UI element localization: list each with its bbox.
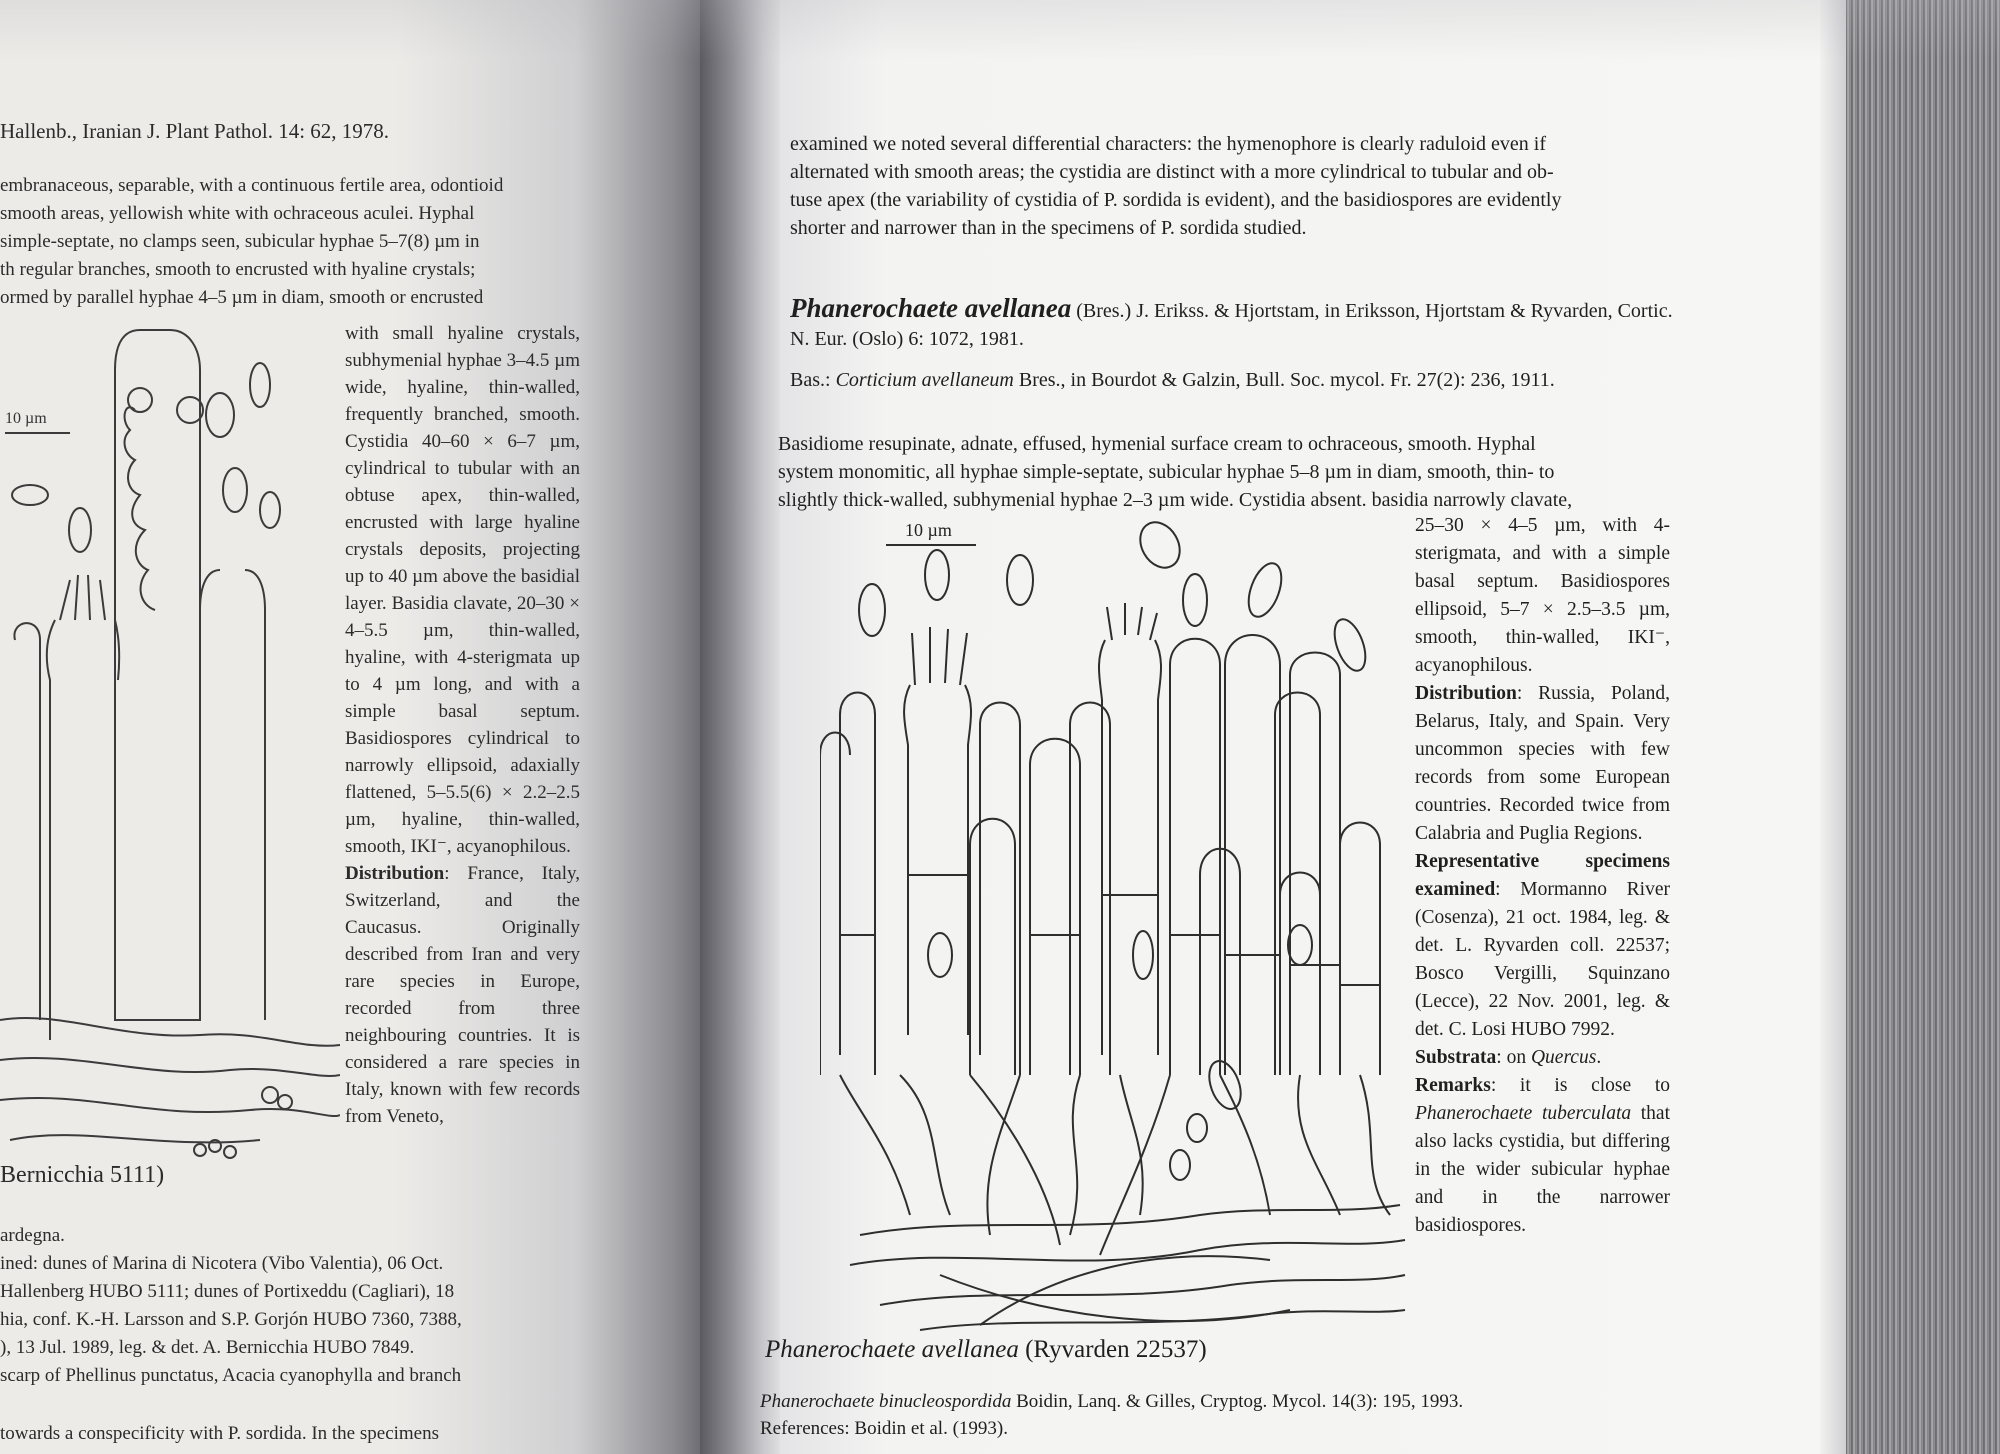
right-substrata-end: . [1596, 1047, 1602, 1068]
right-remarks-prefix: : it is close to [1490, 1075, 1670, 1096]
left-bottom-line: towards a conspecificity with P. sordida. In the specimens [0, 1423, 440, 1444]
left-intro-line: simple-septate, no clamps seen, subicular hyphae 5–7(8) µm in [0, 231, 480, 252]
left-spec-line: ), 13 Jul. 1989, leg. & det. A. Bernicchia HUBO 7849. [0, 1337, 415, 1358]
right-desc-line: system monomitic, all hyphae simple-septate, subicular hyphae 5–8 µm in diam, smooth, thin- to [778, 461, 1555, 483]
basionym-rest: Bres., in Bourdot & Galzin, Bull. Soc. mycol. Fr. 27(2): 236, 1911. [1013, 369, 1555, 391]
right-intro-line: shorter and narrower than in the specimens of P. sordida studied. [790, 217, 1307, 239]
left-figure-caption: Bernicchia 5111) [0, 1162, 165, 1188]
right-intro-line: examined we noted several differential characters: the hymenophore is clearly raduloid even if [790, 133, 1546, 155]
left-spec-line: Hallenberg HUBO 5111; dunes of Portixeddu (Cagliari), 18 [0, 1281, 455, 1302]
right-intro-line: tuse apex (the variability of cystidia of P. sordida is evident), and the basidiospores are evidently [790, 189, 1562, 211]
left-specimens [0, 1222, 600, 1390]
next-species [760, 1388, 1463, 1442]
left-intro-line: ormed by parallel hyphae 4–5 µm in diam, smooth or encrusted [0, 287, 484, 308]
species-heading [790, 294, 1695, 353]
right-distribution-text: : Russia, Poland, Belarus, Italy, and Spain. Very uncommon species with few records from some European countries. Recorded twice from Calabria and Puglia Regions. [1415, 683, 1670, 844]
basionym-prefix: Bas.: [790, 369, 836, 391]
right-remarks [1415, 1072, 1670, 1240]
right-caption-species: Phanerochaete avellanea [765, 1336, 1019, 1363]
right-scale-bar-label: 10 µm [905, 520, 952, 540]
right-column-desc: 25–30 × 4–5 µm, with 4-sterigmata, and with a simple basal septum. Basidiospores ellipsoid, 5–7 × 2.5–3.5 µm, smooth, thin-walled, IKI⁻, acyanophilous. [1415, 515, 1670, 676]
next-species-line [760, 1388, 1463, 1415]
right-remarks-rest: that also lacks cystidia, but differing in the wider subicular hyphae and in the narrower basidiospores. [1415, 1103, 1670, 1236]
left-hyphae-drawing [0, 320, 340, 1160]
right-basidia-drawing [820, 515, 1410, 1335]
page-edges [1820, 0, 2000, 1454]
left-intro [0, 172, 610, 312]
right-desc-line: slightly thick-walled, subhymenial hyphae 2–3 µm wide. Cystidia absent. basidia narrowly clavate, [778, 489, 1573, 511]
left-scale-bar-label: 10 µm [5, 410, 47, 427]
left-distribution-text: : France, Italy, Switzerland, and the Caucasus. Originally described from Iran and very rare species in Europe, recorded from three neighbouring countries. It is considered a rare species in Italy, known with few records from Veneto, [345, 863, 580, 1127]
right-remarks-species: Phanerochaete tuberculata [1415, 1103, 1632, 1124]
right-specimens-text: : Mormanno River (Cosenza), 21 oct. 1984, leg. & det. L. Ryvarden coll. 22537; Bosco Vergilli, Squinzano (Lecce), 22 Nov. 2001, leg. & det. C. Losi HUBO 7992. [1415, 879, 1670, 1040]
right-distribution-label: Distribution [1415, 683, 1517, 704]
right-substrata-prefix: : on [1496, 1047, 1531, 1068]
left-spec-line: ardegna. [0, 1225, 65, 1246]
left-figure [0, 320, 340, 1160]
book-gutter [700, 0, 790, 1454]
right-intro [790, 130, 1690, 242]
species-name: Phanerochaete avellanea [790, 293, 1072, 323]
left-column-text: with small hyaline crystals, subhymenial hyphae 3–4.5 µm wide, hyaline, thin-walled, frequently branched, smooth. Cystidia 40–60 × 6–7 µm, cylindrical to tubular with an obtuse apex, thin-walled, encrusted with large hyaline crystals deposits, projecting up to 40 µm above the basidial layer. Basidia clavate, 20–30 × 4–5.5 µm, thin-walled, hyaline, with 4-sterigmata up to 4 µm long, and with a simple basal septum. Basidiospores cylindrical to narrowly ellipsoid, adaxially flattened, 5–5.5(6) × 2.2–2.5 µm, hyaline, thin-walled, smooth, IKI⁻, acyanophilous. [345, 323, 580, 857]
left-distribution-label: Distribution [345, 863, 445, 884]
right-specimens [1415, 848, 1670, 1044]
right-description [778, 430, 1688, 514]
right-intro-line: alternated with smooth areas; the cystidia are distinct with a more cylindrical to tubular and ob- [790, 161, 1554, 183]
left-distribution [345, 860, 580, 1130]
left-intro-line: embranaceous, separable, with a continuous fertile area, odontioid [0, 175, 504, 196]
left-spec-line: hia, conf. K.-H. Larsson and S.P. Gorjón HUBO 7360, 7388, [0, 1309, 462, 1330]
right-remarks-label: Remarks [1415, 1075, 1491, 1096]
basionym-name: Corticium avellaneum [835, 369, 1014, 391]
basionym [790, 366, 1695, 394]
right-substrata [1415, 1044, 1670, 1072]
left-spec-line: ined: dunes of Marina di Nicotera (Vibo Valentia), 06 Oct. [0, 1253, 444, 1274]
left-column-description [345, 320, 580, 1130]
right-specimens-label: Representative specimens examined [1415, 851, 1670, 900]
right-figure [820, 515, 1410, 1335]
right-substrata-host: Quercus [1530, 1047, 1597, 1068]
right-desc-line: Basidiome resupinate, adnate, effused, hymenial surface cream to ochraceous, smooth. Hyphal [778, 433, 1536, 455]
next-species-authority: Boidin, Lanq. & Gilles, Cryptog. Mycol. 14(3): 195, 1993. [1011, 1391, 1464, 1412]
left-page-header: Hallenb., Iranian J. Plant Pathol. 14: 62, 1978. [0, 119, 390, 143]
right-caption-specimen: (Ryvarden 22537) [1018, 1336, 1207, 1363]
species-authority: (Bres.) J. Erikss. & Hjortstam, in Eriksson, Hjortstam & Ryvarden, Cortic. N. Eur. (Oslo) 6: 1072, 1981. [790, 300, 1673, 350]
left-intro-line: th regular branches, smooth to encrusted with hyaline crystals; [0, 259, 476, 280]
right-distribution [1415, 680, 1670, 848]
right-column [1415, 512, 1670, 1240]
references-line: References: Boidin et al. (1993). [760, 1418, 1008, 1439]
left-intro-line: smooth areas, yellowish white with ochraceous aculei. Hyphal [0, 203, 475, 224]
right-substrata-label: Substrata [1415, 1047, 1497, 1068]
right-figure-caption [765, 1335, 1207, 1365]
left-spec-line: scarp of Phellinus punctatus, Acacia cyanophylla and branch [0, 1365, 462, 1386]
next-species-name: Phanerochaete binucleospordida [760, 1391, 1012, 1412]
